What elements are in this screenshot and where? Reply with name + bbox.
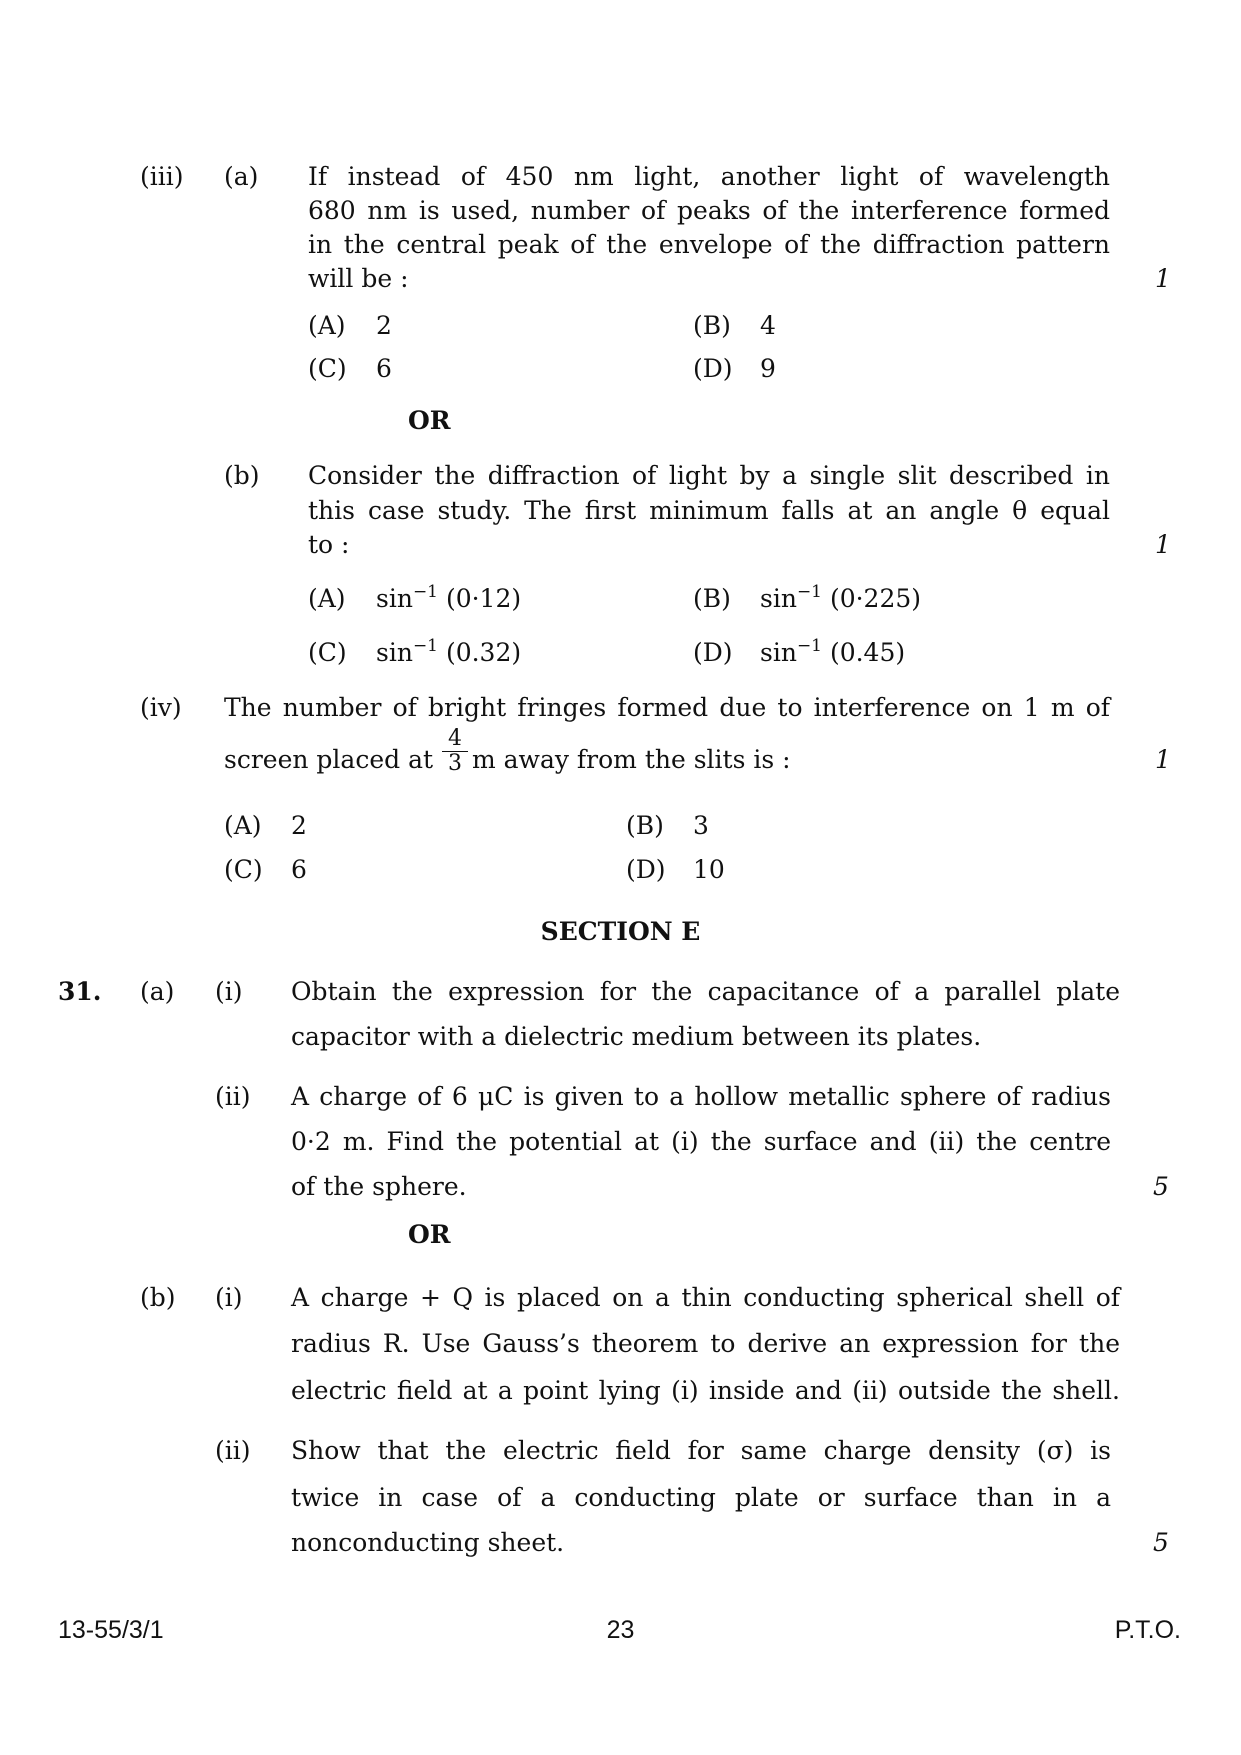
sub-part-label: (ii): [215, 1082, 251, 1111]
inverse-superscript: −1: [796, 582, 822, 602]
option-text: 2: [291, 811, 307, 840]
part-label: (b): [224, 461, 260, 490]
sin-function: sin: [376, 638, 413, 667]
option-text: 2: [376, 311, 392, 340]
sub-question-label: (iv): [140, 693, 182, 722]
sin-argument: (0·225): [829, 584, 922, 613]
part-label: (a): [224, 162, 259, 191]
option-label: (D): [693, 638, 733, 667]
marks: 5: [1153, 1172, 1169, 1201]
inverse-superscript: −1: [412, 582, 438, 602]
fraction-numerator: 4: [442, 727, 468, 752]
sin-function: sin: [760, 584, 797, 613]
option-text: [760, 638, 905, 671]
question-line: electric field at a point lying (i) inside and (ii) outside the shell.: [291, 1376, 1120, 1405]
sin-function: sin: [760, 638, 797, 667]
paper-code: 13-55/3/1: [58, 1616, 164, 1644]
option-label: (B): [626, 811, 664, 840]
marks: 1: [1155, 530, 1171, 559]
sub-part-label: (i): [215, 977, 243, 1006]
fraction-denominator: 3: [448, 751, 462, 776]
inverse-superscript: −1: [796, 636, 822, 656]
page-number: 23: [606, 1616, 635, 1644]
option-text: 3: [693, 811, 709, 840]
option-label: (C): [224, 855, 263, 884]
sin-argument: (0·12): [445, 584, 522, 613]
sin-argument: (0.45): [829, 638, 906, 667]
question-line: in the central peak of the envelope of the diffraction pattern: [308, 230, 1110, 259]
question-line: The number of bright fringes formed due to interference on 1 m of: [224, 693, 1110, 722]
part-label: (a): [140, 977, 175, 1006]
option-label: (A): [308, 584, 346, 613]
option-label: (D): [626, 855, 666, 884]
section-title: SECTION E: [540, 917, 701, 946]
marks: 5: [1153, 1528, 1169, 1557]
question-line: screen placed at: [224, 745, 434, 774]
option-text: 6: [376, 354, 392, 383]
option-label: (A): [224, 811, 262, 840]
question-line: A charge + Q is placed on a thin conducting spherical shell of: [291, 1283, 1120, 1312]
inverse-superscript: −1: [412, 636, 438, 656]
marks: 1: [1155, 745, 1171, 774]
question-line: this case study. The first minimum falls at an angle θ equal: [308, 496, 1110, 525]
sub-question-label: (iii): [140, 162, 184, 191]
question-line: nonconducting sheet.: [291, 1528, 565, 1557]
option-text: [760, 584, 921, 617]
option-label: (D): [693, 354, 733, 383]
sub-part-label: (ii): [215, 1436, 251, 1465]
question-line: A charge of 6 μC is given to a hollow metallic sphere of radius: [291, 1082, 1111, 1111]
option-label: (B): [693, 584, 731, 613]
question-line: m away from the slits is :: [472, 745, 791, 774]
question-line: Show that the electric field for same charge density (σ) is: [291, 1436, 1111, 1465]
option-label: (A): [308, 311, 346, 340]
option-label: (C): [308, 638, 347, 667]
option-text: 6: [291, 855, 307, 884]
question-line: will be :: [308, 264, 409, 293]
question-line: capacitor with a dielectric medium between its plates.: [291, 1022, 982, 1051]
option-text: 10: [693, 855, 725, 884]
question-line: 680 nm is used, number of peaks of the interference formed: [308, 196, 1110, 225]
question-number: 31.: [58, 977, 102, 1006]
marks: 1: [1155, 264, 1171, 293]
sin-function: sin: [376, 584, 413, 613]
option-text: [376, 638, 521, 671]
question-line: If instead of 450 nm light, another light of wavelength: [308, 162, 1110, 191]
or-divider: OR: [408, 1220, 451, 1249]
option-text: 4: [760, 311, 776, 340]
fraction: [442, 727, 468, 776]
question-line: twice in case of a conducting plate or surface than in a: [291, 1483, 1111, 1512]
question-line: Consider the diffraction of light by a single slit described in: [308, 461, 1110, 490]
option-text: 9: [760, 354, 776, 383]
option-label: (B): [693, 311, 731, 340]
question-line: to :: [308, 530, 350, 559]
or-divider: OR: [408, 406, 451, 435]
part-label: (b): [140, 1283, 176, 1312]
option-text: [376, 584, 521, 617]
sub-part-label: (i): [215, 1283, 243, 1312]
question-line: radius R. Use Gauss’s theorem to derive an expression for the: [291, 1329, 1120, 1358]
pto-label: P.T.O.: [1114, 1616, 1181, 1644]
question-line: Obtain the expression for the capacitance of a parallel plate: [291, 977, 1120, 1006]
sin-argument: (0.32): [445, 638, 522, 667]
question-line: of the sphere.: [291, 1172, 467, 1201]
option-label: (C): [308, 354, 347, 383]
question-line: 0·2 m. Find the potential at (i) the surface and (ii) the centre: [291, 1127, 1111, 1156]
